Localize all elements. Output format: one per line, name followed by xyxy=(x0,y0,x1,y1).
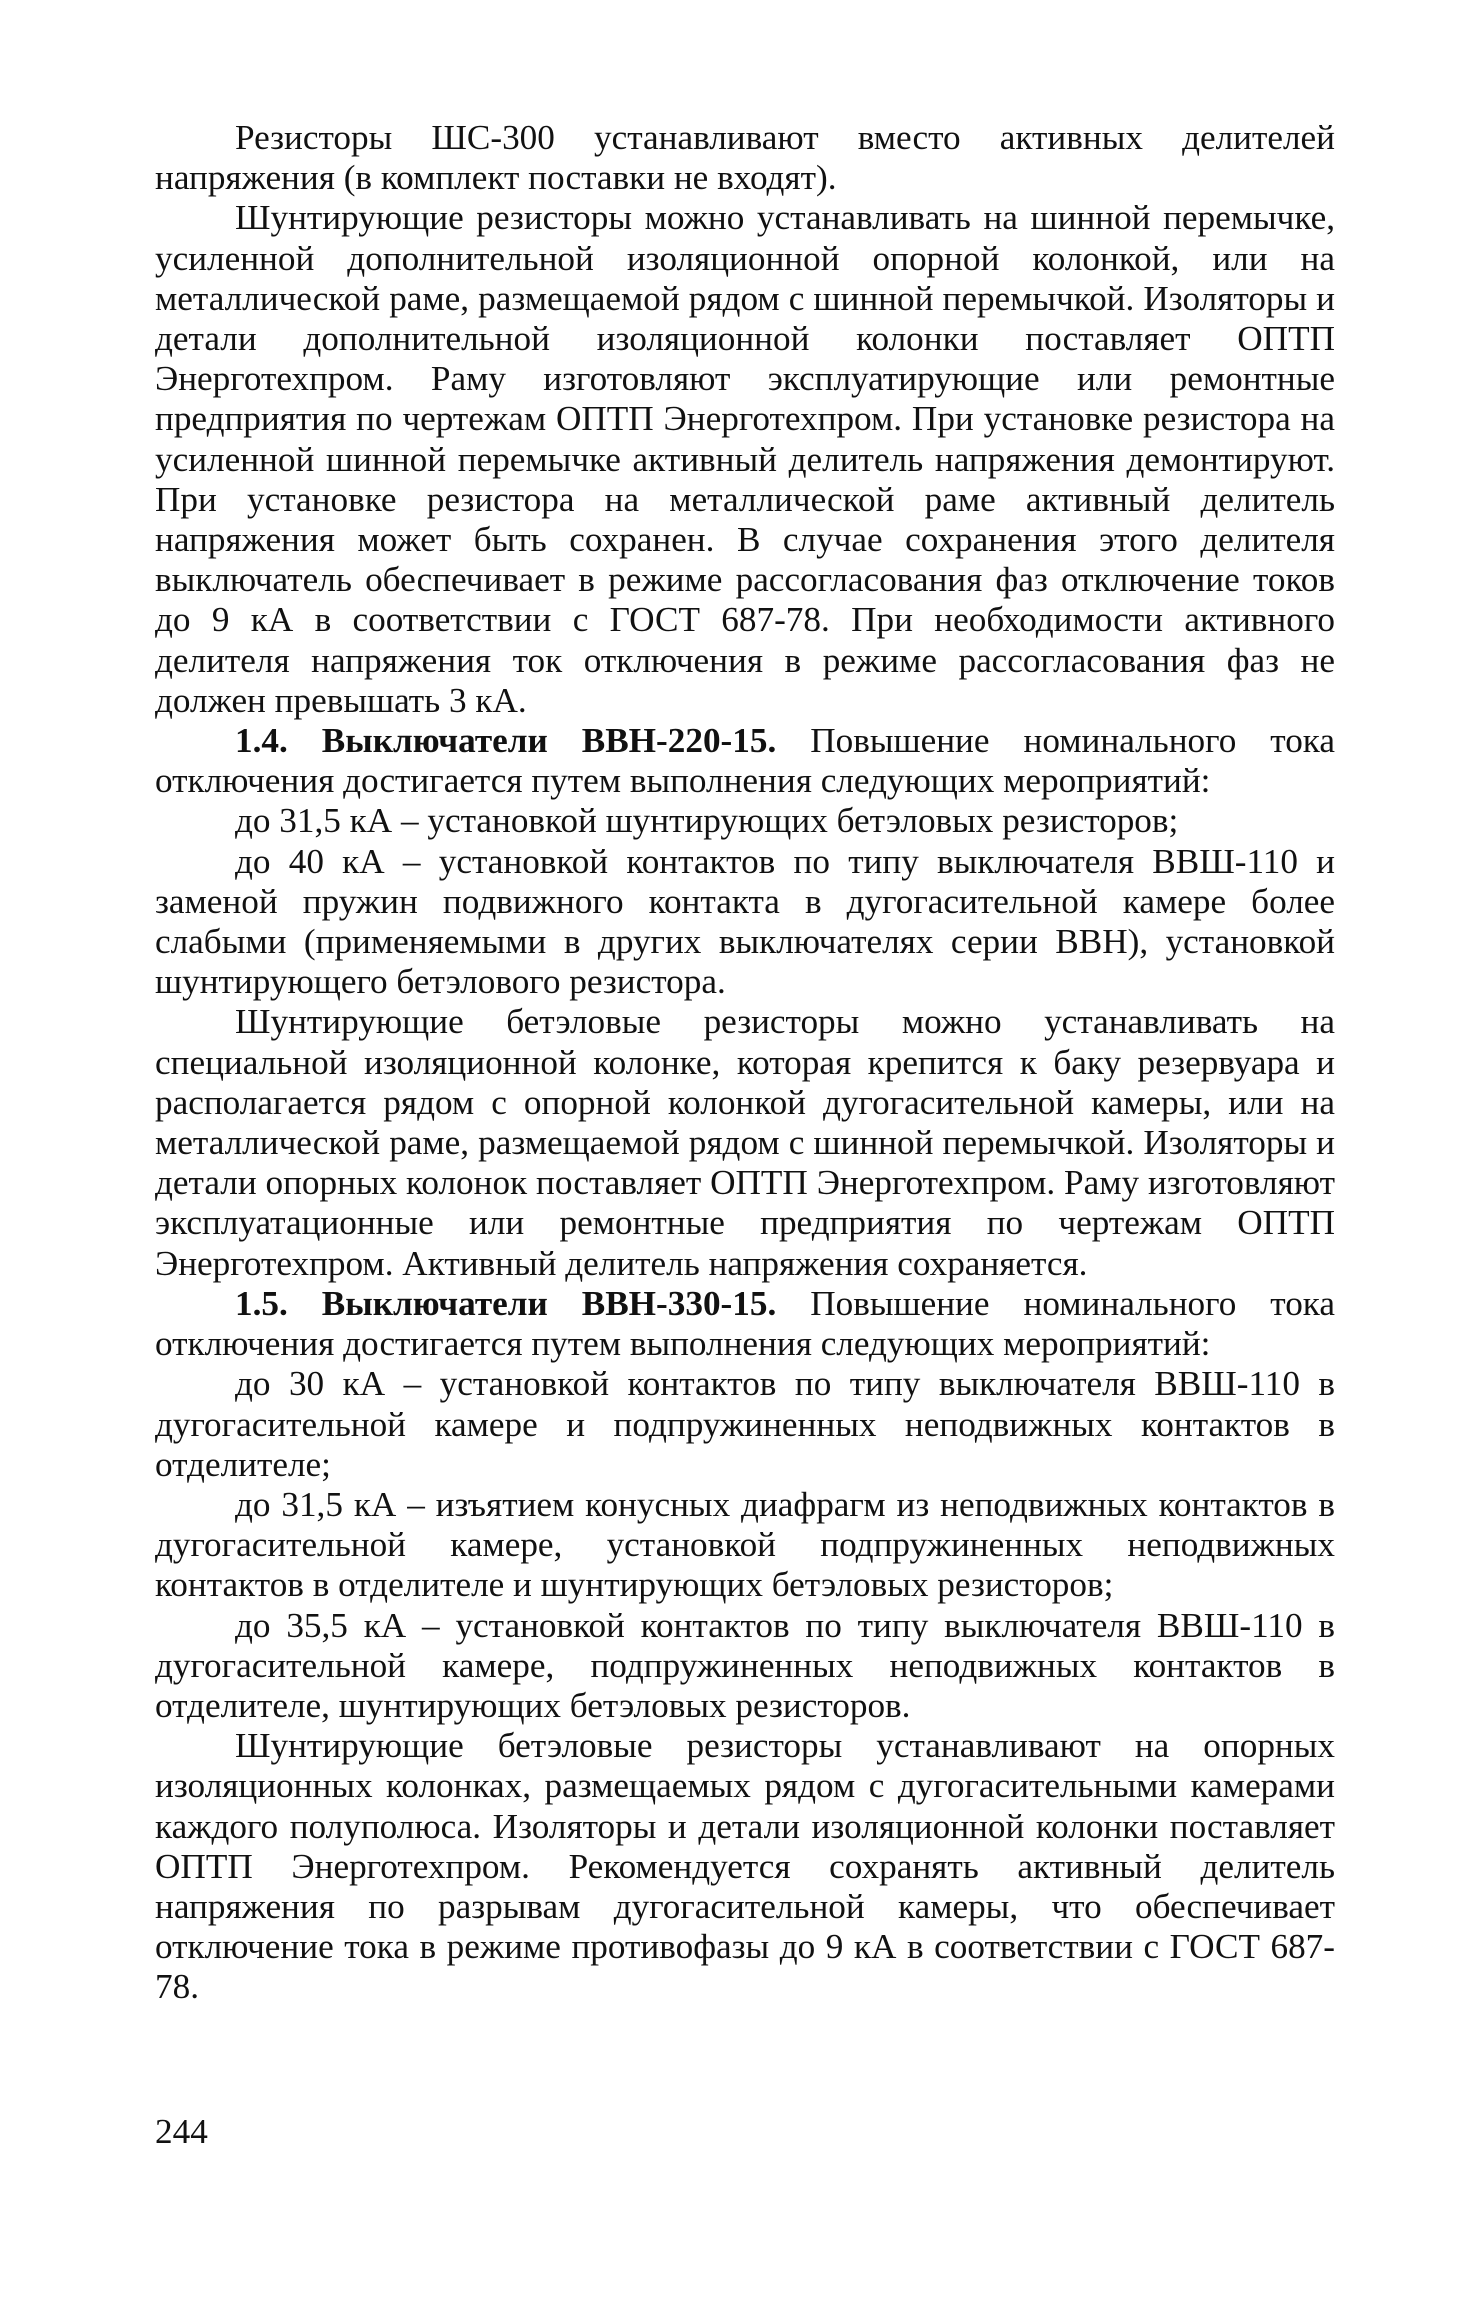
paragraph-9: до 31,5 кА – изъятием конусных диафрагм из неподвижных контактов в дугогасительной камере, установкой подпружиненных неподвижных контактов в отделителе и шунтирующих бетэловых резисторов; xyxy=(155,1484,1335,1605)
page-number: 244 xyxy=(155,2112,208,2151)
section-heading-1-5: 1.5. Выключатели ВВН-330-15. xyxy=(235,1283,777,1323)
paragraph-1: Резисторы ШС-300 устанавливают вместо активных делителей напряжения (в комплект поставки не входят). xyxy=(155,118,1335,198)
paragraph-11: Шунтирующие бетэловые резисторы устанавливают на опорных изоляционных колонках, размещаемых рядом с дугогасительными камерами каждого полуполюса. Изоляторы и детали изоляционной колонки поставляет ОПТП Энерготехпром. Рекомендуется сохранять активный делитель напряжения по разрывам дугогасительной камеры, что обеспечивает отключение тока в режиме противофазы до 9 кА в соответствии с ГОСТ 687-78. xyxy=(155,1726,1335,2007)
paragraph-3 xyxy=(155,721,1335,801)
paragraph-5: до 40 кА – установкой контактов по типу выключателя ВВШ-110 и заменой пружин подвижного контакта в дугогасительной камере более слабыми (применяемыми в других выключателях серии ВВН), установкой шунтирующего бетэлового резистора. xyxy=(155,841,1335,1002)
section-heading-1-4: 1.4. Выключатели ВВН-220-15. xyxy=(235,721,777,761)
paragraph-2: Шунтирующие резисторы можно устанавливать на шинной перемычке, усиленной дополнительной изоляционной опорной колонкой, или на металлической раме, размещаемой рядом с шинной перемычкой. Изоляторы и детали дополнительной изоляционной колонки поставляет ОПТП Энерготехпром. Раму изготовляют эксплуатирующие или ремонтные предприятия по чертежам ОПТП Энерготехпром. При установке резистора на усиленной шинной перемычке активный делитель напряжения демонтируют. При установке резистора на металлической раме активный делитель напряжения может быть сохранен. В случае сохранения этого делителя выключатель обеспечивает в режиме рассогласования фаз отключение токов до 9 кА в соответствии с ГОСТ 687-78. При необходимости активного делителя напряжения ток отключения в режиме рассогласования фаз не должен превышать 3 кА. xyxy=(155,198,1335,720)
paragraph-8: до 30 кА – установкой контактов по типу выключателя ВВШ-110 в дугогасительной камере и подпружиненных неподвижных контактов в отделителе; xyxy=(155,1364,1335,1484)
paragraph-7-text: Повышение номинального тока отключения достигается путем выполнения следующих мероприятий: xyxy=(155,1283,1335,1364)
page-body xyxy=(155,118,1335,2008)
paragraph-10: до 35,5 кА – установкой контактов по типу выключателя ВВШ-110 в дугогасительной камере, подпружиненных неподвижных контактов в отделителе, шунтирующих бетэловых резисторов. xyxy=(155,1605,1335,1725)
paragraph-7 xyxy=(155,1284,1335,1364)
paragraph-4: до 31,5 кА – установкой шунтирующих бетэловых резисторов; xyxy=(235,801,1179,841)
paragraph-3-text: Повышение номинального тока отключения достигается путем выполнения следующих мероприятий: xyxy=(155,721,1335,801)
paragraph-6: Шунтирующие бетэловые резисторы можно устанавливать на специальной изоляционной колонке, которая крепится к баку резервуара и располагается рядом с опорной колонкой дугогасительной камеры, или на металлической раме, размещаемой рядом с шинной перемычкой. Изоляторы и детали опорных колонок поставляет ОПТП Энерготехпром. Раму изготовляют эксплуатационные или ремонтные предприятия по чертежам ОПТП Энерготехпром. Активный делитель напряжения сохраняется. xyxy=(155,1002,1335,1283)
